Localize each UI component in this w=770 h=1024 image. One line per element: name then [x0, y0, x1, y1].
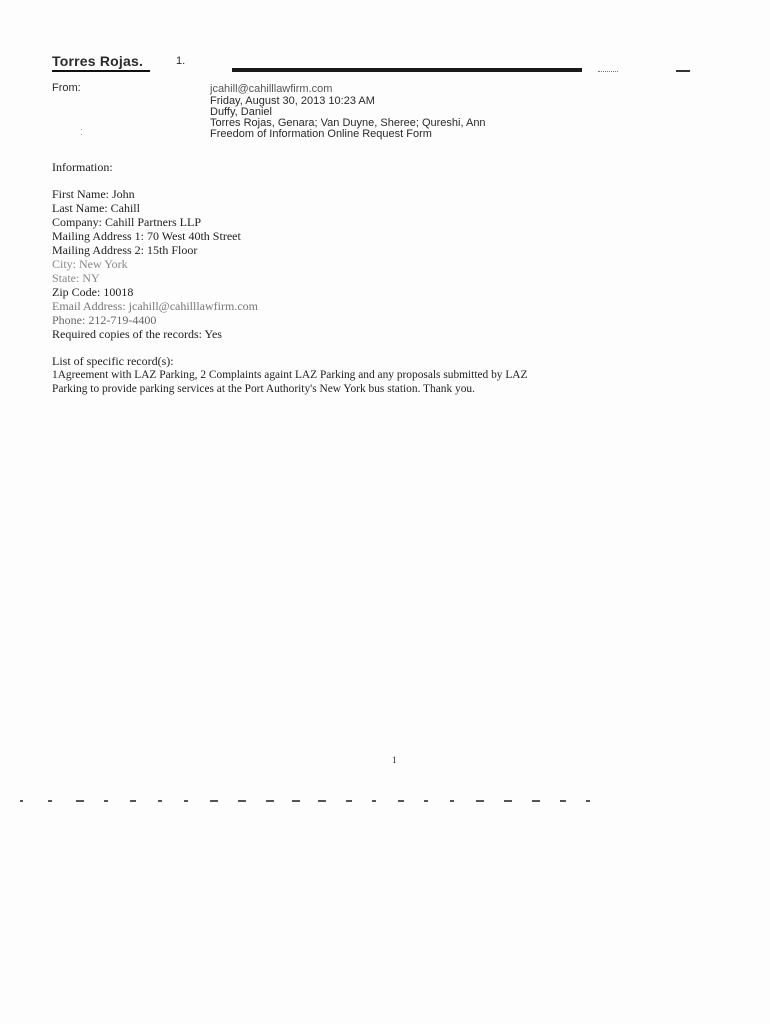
- field-copies: Required copies of the records: Yes: [52, 327, 222, 341]
- field-address-2: Mailing Address 2: 15th Floor: [52, 243, 198, 257]
- field-address-1: Mailing Address 1: 70 West 40th Street: [52, 229, 241, 243]
- scan-edge-marks: [20, 799, 595, 803]
- header-rule-dots: [598, 71, 618, 73]
- from-label: From:: [52, 82, 81, 94]
- field-state: State: NY: [52, 271, 100, 285]
- header-rule: [232, 68, 582, 72]
- page-number: 1: [392, 755, 397, 765]
- owner-suffix: 1.: [176, 55, 186, 67]
- subject-label: :: [80, 126, 84, 138]
- request-line-1: 1Agreement with LAZ Parking, 2 Complaints againt LAZ Parking and any proposals submitted by LAZ: [52, 369, 528, 381]
- from-value: jcahill@cahilllawfirm.com: [210, 83, 333, 95]
- field-company: Company: Cahill Partners LLP: [52, 215, 201, 229]
- to-value: Duffy, Daniel: [210, 106, 272, 118]
- header-rule-end: [676, 70, 690, 72]
- mailbox-owner: Torres Rojas.: [52, 53, 144, 69]
- subject-value: Freedom of Information Online Request Form: [210, 128, 432, 140]
- request-label: List of specific record(s):: [52, 354, 174, 368]
- field-email: Email Address: jcahill@cahilllawfirm.com: [52, 299, 258, 313]
- sent-value: Friday, August 30, 2013 10:23 AM: [210, 95, 375, 107]
- request-line-2: Parking to provide parking services at the Port Authority's New York bus station. Thank you.: [52, 383, 475, 395]
- field-city: City: New York: [52, 257, 128, 271]
- field-first-name: First Name: John: [52, 187, 135, 201]
- field-last-name: Last Name: Cahill: [52, 201, 140, 215]
- field-zip: Zip Code: 10018: [52, 285, 134, 299]
- section-title: Information:: [52, 160, 113, 174]
- cc-value: Torres Rojas, Genara; Van Duyne, Sheree; Qureshi, Ann: [210, 117, 486, 129]
- field-phone: Phone: 212-719-4400: [52, 313, 157, 327]
- owner-underline: [52, 70, 150, 72]
